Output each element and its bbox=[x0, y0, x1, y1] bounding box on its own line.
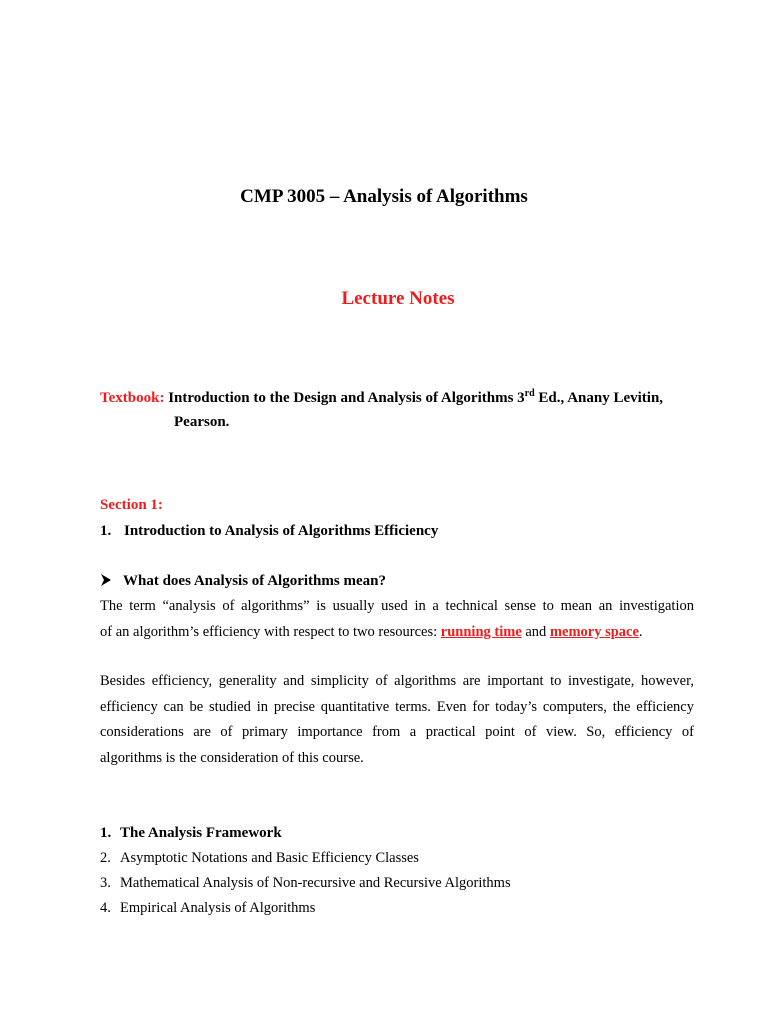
textbook-publisher: Pearson. bbox=[174, 414, 230, 430]
topic-item bbox=[100, 900, 315, 917]
textbook-title-rest: Ed., Anany Levitin, bbox=[534, 390, 664, 406]
highlight-memory-space: memory space bbox=[549, 623, 639, 640]
topic-text: Empirical Analysis of Algorithms bbox=[120, 900, 316, 916]
paragraph-efficiency-line: efficiency can be studied in precise quantitative terms. Even for today’s computers, the efficiency bbox=[100, 698, 694, 715]
topic-text: Asymptotic Notations and Basic Efficiency Classes bbox=[120, 850, 419, 866]
topic-item bbox=[100, 850, 419, 867]
textbook-title bbox=[168, 390, 663, 406]
topic-number: 1. bbox=[100, 825, 112, 841]
question-heading-text: What does Analysis of Algorithms mean? bbox=[123, 573, 386, 589]
textbook-title-text: Introduction to the Design and Analysis of Algorithms 3 bbox=[168, 390, 525, 406]
question-heading bbox=[101, 573, 386, 590]
textbook-label: Textbook: bbox=[100, 390, 165, 406]
topic-number: 4. bbox=[100, 900, 111, 916]
section-heading bbox=[100, 523, 438, 540]
topic-item bbox=[100, 875, 511, 892]
paragraph-efficiency-line: algorithms is the consideration of this course. bbox=[100, 749, 364, 766]
paragraph-definition-period: . bbox=[638, 623, 643, 640]
section-label: Section 1: bbox=[100, 497, 163, 513]
topic-text: The Analysis Framework bbox=[120, 825, 282, 841]
paragraph-definition-text: of an algorithm’s efficiency with respect to two resources: bbox=[100, 623, 441, 640]
document-subtitle: Lecture Notes bbox=[341, 288, 455, 309]
paragraph-definition-conjunction: and bbox=[521, 623, 550, 640]
paragraph-definition-line: The term “analysis of algorithms” is usually used in a technical sense to mean an investigation bbox=[100, 598, 694, 614]
textbook-edition-superscript: rd bbox=[524, 388, 535, 399]
section-heading-number: 1. bbox=[100, 523, 112, 539]
topic-text: Mathematical Analysis of Non-recursive and Recursive Algorithms bbox=[120, 875, 511, 891]
section-heading-text: Introduction to Analysis of Algorithms Efficiency bbox=[124, 523, 439, 539]
topic-item bbox=[100, 825, 282, 842]
paragraph-efficiency bbox=[100, 669, 694, 771]
paragraph-definition-line bbox=[100, 620, 694, 646]
highlight-running-time: running time bbox=[440, 623, 522, 640]
paragraph-efficiency-line: considerations are of primary importance from a practical point of view. So, efficiency of bbox=[100, 724, 694, 741]
paragraph-definition bbox=[100, 594, 694, 645]
textbook-line bbox=[100, 388, 663, 407]
document-title: CMP 3005 – Analysis of Algorithms bbox=[240, 186, 528, 207]
topic-number: 2. bbox=[100, 850, 111, 866]
paragraph-efficiency-line: Besides efficiency, generality and simplicity of algorithms are important to investigate, however, bbox=[100, 673, 694, 689]
topic-number: 3. bbox=[100, 875, 111, 891]
arrowhead-bullet-icon bbox=[101, 574, 111, 586]
